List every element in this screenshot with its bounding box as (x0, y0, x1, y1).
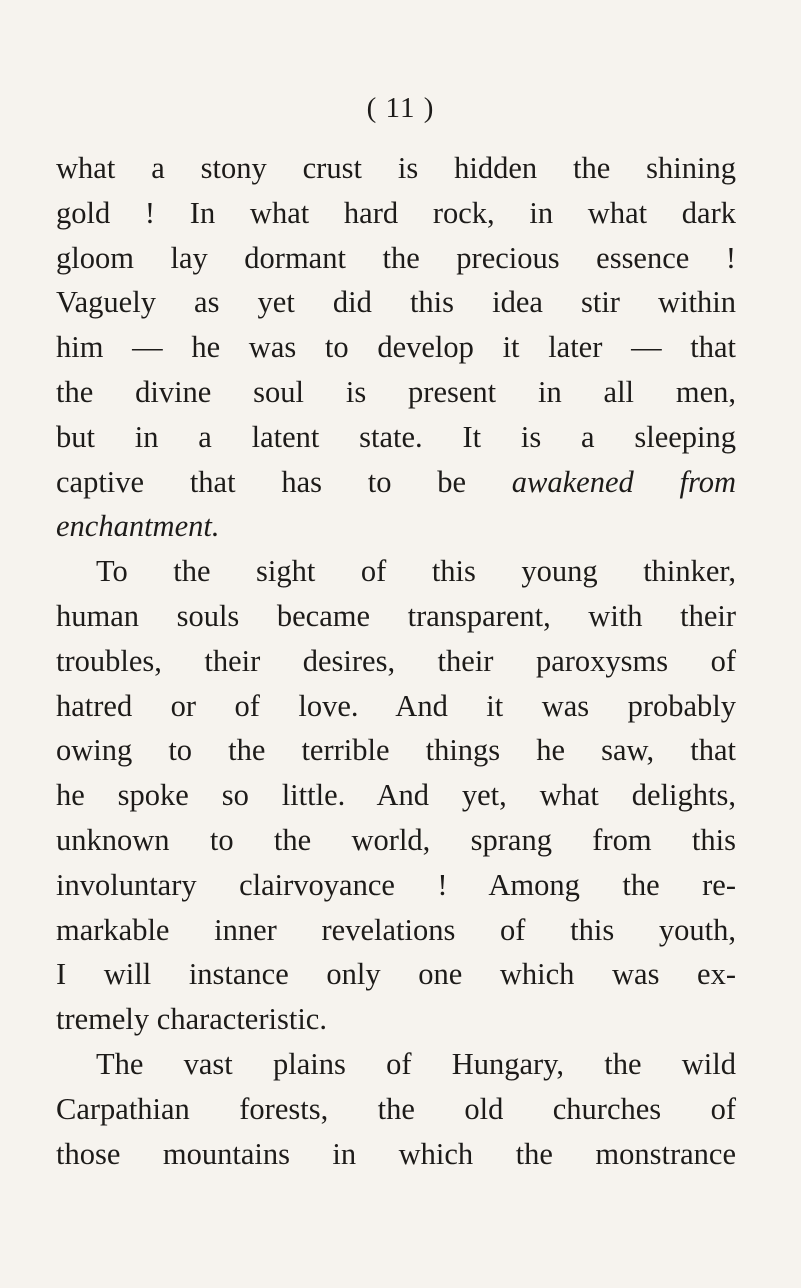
text-line: the divine soul is present in all men, (56, 374, 736, 409)
body-text (56, 146, 736, 1176)
paragraph-first-line: The vast plains of Hungary, the wild (96, 1046, 736, 1081)
text-line: hatred or of love. And it was probably (56, 688, 736, 723)
text-line: owing to the terrible things he saw, that (56, 733, 736, 768)
text-line: tremely characteristic. (56, 1002, 327, 1037)
italic-text: enchantment. (56, 509, 220, 544)
text-line: he spoke so little. And yet, what delights, (56, 778, 736, 813)
text-line: unknown to the world, sprang from this (56, 822, 736, 857)
text-line: involuntary clairvoyance ! Among the re- (56, 867, 736, 902)
text-line: markable inner revelations of this youth, (56, 912, 736, 947)
text-line: Vaguely as yet did this idea stir within (56, 285, 736, 320)
text-line: those mountains in which the monstrance (56, 1136, 736, 1171)
italic-text: awakened from (511, 464, 736, 499)
text-line: human souls became transparent, with their (56, 598, 736, 633)
text-line: but in a latent state. It is a sleeping (56, 419, 736, 454)
text-line: what a stony crust is hidden the shining (56, 151, 736, 185)
text-line: I will instance only one which was ex- (56, 957, 736, 992)
text-line: gold ! In what hard rock, in what dark (56, 195, 736, 230)
text-line (56, 504, 736, 549)
page-number: ( 11 ) (366, 92, 435, 124)
text-line (56, 460, 736, 505)
paragraph-first-line: To the sight of this young thinker, (96, 554, 736, 589)
text-line: troubles, their desires, their paroxysms of (56, 643, 736, 678)
text-line: Carpathian forests, the old churches of (56, 1091, 736, 1126)
text-line: him — he was to develop it later — that (56, 330, 736, 365)
text-run: captive that has to be (56, 464, 512, 499)
text-line: gloom lay dormant the precious essence ! (56, 240, 736, 275)
